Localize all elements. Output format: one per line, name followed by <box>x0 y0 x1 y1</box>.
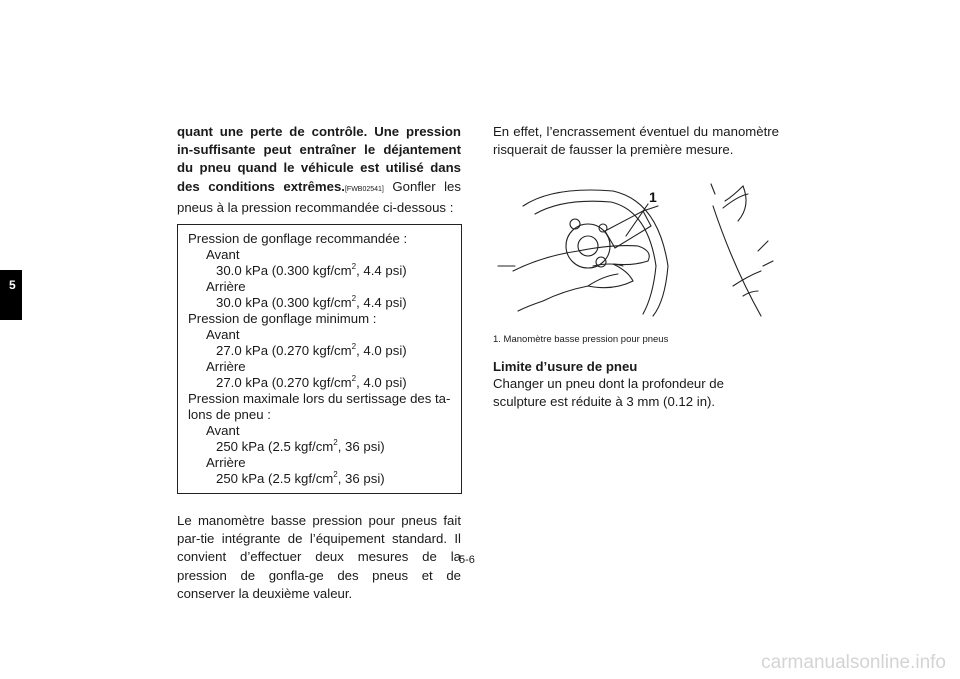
intro-text: Gonfler les pneus à la pression recommandée ci-dessous : <box>177 178 461 215</box>
gauge-paragraph: Le manomètre basse pression pour pneus fait par-tie intégrante de l’équipement standard. Il convient d’effectuer deux mesures de la pression de gonfla-ge des pneus et de conserver la deuxième valeur. <box>177 513 461 601</box>
figure-caption: 1. Manomètre basse pression pour pneus <box>493 334 669 346</box>
spec-max-front-label: Avant <box>206 423 240 439</box>
section-body: Changer un pneu dont la profondeur de sculpture est réduite à 3 mm (0.12 in). <box>493 376 724 409</box>
warning-code: [FWB02541] <box>344 185 384 193</box>
right-intro-paragraph: En effet, l’encrassement éventuel du manomètre risquerait de fausser la première mesure. <box>493 124 779 158</box>
figure-callout: 1 <box>649 189 657 206</box>
warning-paragraph <box>177 123 461 217</box>
warning-text: quant une perte de contrôle. Une pression in-suffisante peut entraîner le déjantement du pneu quand le véhicule est utilisé dans des conditions extrêmes. <box>177 124 461 194</box>
tire-gauge-illustration <box>493 166 779 326</box>
spec-rec-rear-value: 30.0 kPa (0.300 kgf/$cm^2$, 4.4 psi) <box>216 293 407 311</box>
illustration-svg <box>493 166 779 326</box>
spec-rec-front-label: Avant <box>206 247 240 263</box>
spec-rec-rear-label: Arrière <box>206 279 246 295</box>
chapter-tab: 5 <box>0 270 22 320</box>
spec-rec-title: Pression de gonflage recommandée : <box>188 231 408 247</box>
pressure-spec-box <box>177 224 462 494</box>
spec-min-rear-label: Arrière <box>206 359 246 375</box>
page-number: 5-6 <box>459 554 475 566</box>
section-heading: Limite d’usure de pneu <box>493 359 638 375</box>
spec-min-rear-value: 27.0 kPa (0.270 kgf/$cm^2$, 4.0 psi) <box>216 373 407 391</box>
spec-max-rear-value: 250 kPa (2.5 kgf/$cm^2$, 36 psi) <box>216 469 385 487</box>
right-column <box>493 123 779 410</box>
spec-max-rear-label: Arrière <box>206 455 246 471</box>
spec-max-title-1: Pression maximale lors du sertissage des ta- <box>188 391 451 407</box>
watermark-footer: carmanualsonline.info <box>761 652 946 673</box>
spec-max-title-2: lons de pneu : <box>188 407 271 423</box>
spec-max-front-value: 250 kPa (2.5 kgf/$cm^2$, 36 psi) <box>216 437 385 455</box>
spec-min-title: Pression de gonflage minimum : <box>188 311 377 327</box>
spec-min-front-value: 27.0 kPa (0.270 kgf/$cm^2$, 4.0 psi) <box>216 341 407 359</box>
spec-rec-front-value: 30.0 kPa (0.300 kgf/$cm^2$, 4.4 psi) <box>216 261 407 279</box>
spec-min-front-label: Avant <box>206 327 240 343</box>
left-column <box>177 123 461 603</box>
